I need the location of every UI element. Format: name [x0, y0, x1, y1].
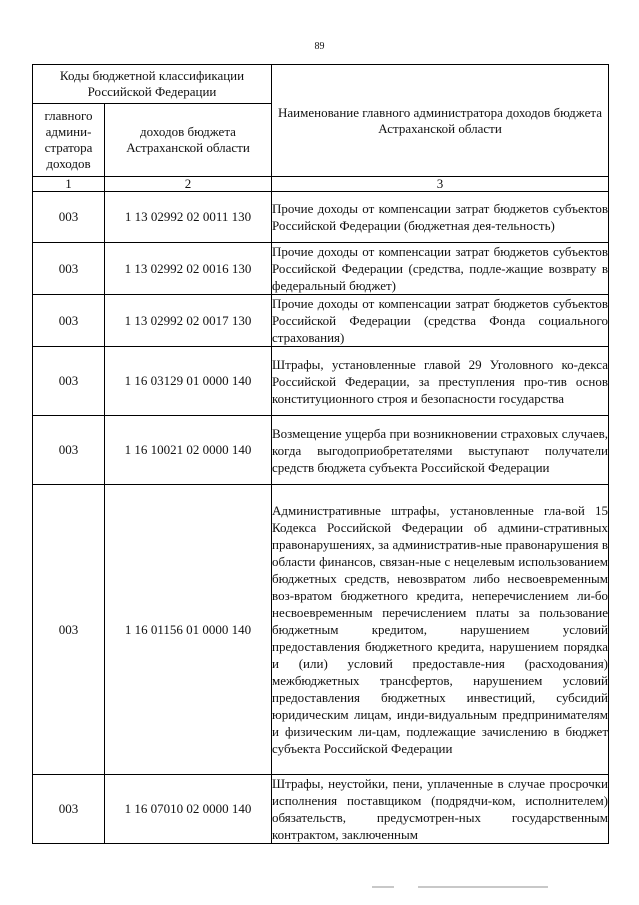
admin-code-cell: 003: [33, 347, 105, 416]
table-row: [33, 416, 609, 485]
header-group-title: Коды бюджетной классификации Российской Федерации: [33, 65, 272, 104]
revenue-code-cell: 1 16 07010 02 0000 140: [105, 775, 272, 844]
revenue-code-cell: 1 13 02992 02 0016 130: [105, 243, 272, 295]
table-row: [33, 347, 609, 416]
admin-code-cell: 003: [33, 243, 105, 295]
scan-mark: [418, 886, 548, 888]
revenue-name-cell: Прочие доходы от компенсации затрат бюджетов субъектов Российской Федерации (бюджетная дея-тельность): [272, 192, 609, 243]
revenue-name-cell: Административные штрафы, установленные гла-вой 15 Кодекса Российской Федерации об админи-стративных правонарушениях, за административ-ные правонарушения в области финансов, связан-ные с нецелевым использованием бюджетных средств, невозвратом либо несвоевременным воз-вратом бюджетного кредита, неперечислением ли-бо несвоевременным перечислением платы за пользование бюджетным кредитом, нарушением условий предоставления бюджетного кредита, нарушением порядка и (или) условий предоставле-ния (расходования) межбюджетных трансфертов, нарушением условий предоставления бюджетных инвестиций, субсидий юридическим лицам, инди-видуальным предпринимателям и физическим ли-цам, подлежащие зачислению в бюджет субъекта Российской Федерации: [272, 485, 609, 775]
revenue-code-cell: 1 16 03129 01 0000 140: [105, 347, 272, 416]
page-number: 89: [314, 41, 325, 52]
revenue-name-cell: Прочие доходы от компенсации затрат бюджетов субъектов Российской Федерации (средства Фонда социального страхования): [272, 296, 609, 345]
revenue-code-cell: 1 13 02992 02 0011 130: [105, 192, 272, 243]
table-row: [33, 485, 609, 775]
revenue-code-cell: 1 16 10021 02 0000 140: [105, 416, 272, 485]
admin-code-cell: 003: [33, 295, 105, 347]
revenue-code-cell: 1 13 02992 02 0017 130: [105, 295, 272, 347]
header-code-column: доходов бюджета Астраханской области: [105, 104, 272, 177]
admin-code-cell: 003: [33, 192, 105, 243]
revenue-name-cell: Штрафы, неустойки, пени, уплаченные в случае просрочки исполнения поставщиком (подрядчи-ком, исполнителем) обязательств, предусмотрен-ных государственным контрактом, заключенным: [272, 776, 609, 842]
table-row: [33, 775, 609, 844]
admin-code-cell: 003: [33, 416, 105, 485]
table-row: [33, 243, 609, 295]
scan-mark: [372, 886, 394, 888]
header-admin-column: главного админи-стратора доходов: [33, 104, 105, 177]
column-number: 1: [33, 177, 105, 192]
revenue-name-cell: Штрафы, установленные главой 29 Уголовного ко-декса Российской Федерации, за преступления про-тив основ конституционного строя и безопасности государства: [272, 347, 609, 416]
column-number-row: [33, 177, 609, 192]
column-number: 2: [105, 177, 272, 192]
revenue-name-cell: Возмещение ущерба при возникновении страховых случаев, когда выгодоприобретателями выступают получатели средств бюджета субъекта Российской Федерации: [272, 416, 609, 485]
header-name-column: Наименование главного администратора доходов бюджета Астраханской области: [272, 65, 609, 177]
admin-code-cell: 003: [33, 485, 105, 775]
column-number: 3: [272, 177, 609, 192]
table-row: [33, 295, 609, 347]
budget-classification-table: [32, 64, 609, 844]
admin-code-cell: 003: [33, 775, 105, 844]
revenue-name-cell: Прочие доходы от компенсации затрат бюджетов субъектов Российской Федерации (средства, подле-жащие возврату в федеральный бюджет): [272, 244, 609, 293]
table-row: [33, 192, 609, 243]
revenue-code-cell: 1 16 01156 01 0000 140: [105, 485, 272, 775]
